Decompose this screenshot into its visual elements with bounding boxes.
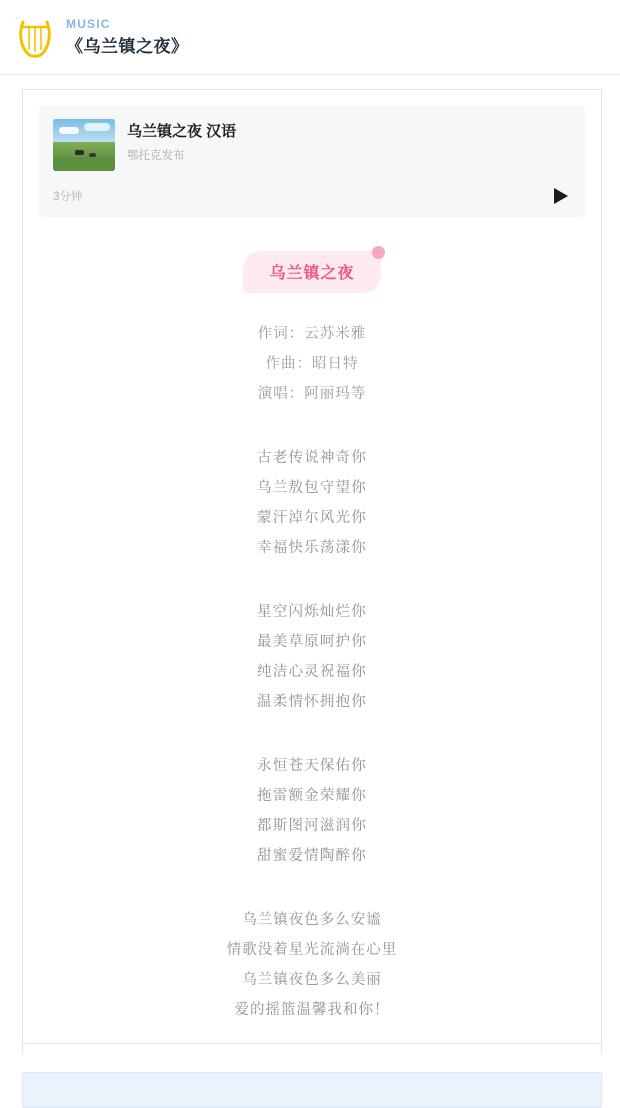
song-credits [39,319,585,409]
lyric-line: 永恒苍天保佑你 [257,758,367,774]
audio-card-top [53,119,571,171]
page-title: 《乌兰镇之夜》 [66,37,189,56]
audio-player-card[interactable] [39,105,585,217]
lyrics-verse [39,597,585,717]
lyric-line: 爱的摇篮温馨我和你！ [234,1002,390,1018]
lyric-line: 蒙汗淖尔风光你 [257,510,367,526]
lyric-line: 乌兰敖包守望你 [257,480,367,496]
audio-duration: 3分钟 [53,191,83,203]
lyric-line: 最美草原呵护你 [257,634,367,650]
lyric-line: 都斯图河滋润你 [257,818,367,834]
header-divider [0,74,620,75]
credit-composer: 作曲：昭日特 [265,356,359,372]
audio-cover-image [53,119,115,171]
audio-card-bottom [53,185,571,207]
section-kicker: MUSIC [66,17,111,31]
lyric-line: 乌兰镇夜色多么安谧 [242,912,382,928]
lyric-line: 纯洁心灵祝福你 [257,664,367,680]
lyre-icon [16,16,56,60]
lyric-line: 古老传说神奇你 [257,450,367,466]
audio-title: 乌兰镇之夜 汉语 [127,123,237,140]
lyrics-verse [39,751,585,871]
play-icon[interactable] [549,185,571,207]
audio-meta [127,119,236,165]
lyric-line: 情歌没着星光流淌在心里 [226,942,398,958]
content-frame [22,89,602,1054]
lyric-line: 甜蜜爱情陶醉你 [257,848,367,864]
audio-publisher: 鄂托克发布 [127,150,185,162]
lyric-line: 拖雷额金荣耀你 [257,788,367,804]
badge-dot-icon [372,246,385,259]
credit-lyricist: 作词：云苏米雅 [257,326,367,342]
lyric-line: 幸福快乐荡漾你 [257,540,367,556]
lyrics-verse [39,905,585,1025]
content-frame-bottom-divider [22,1043,602,1044]
page-header [0,0,620,70]
lyric-line: 乌兰镇夜色多么美丽 [242,972,382,988]
lyric-line: 星空闪烁灿烂你 [257,604,367,620]
footer-band [22,1072,602,1108]
song-title-text: 乌兰镇之夜 [269,265,355,282]
credit-singer: 演唱：阿丽玛等 [257,386,367,402]
song-title-wrap [39,251,585,293]
lyrics-verse [39,443,585,563]
lyrics-block [39,443,585,1025]
lyric-line: 温柔情怀拥抱你 [257,694,367,710]
header-text-block [66,14,189,60]
song-title-badge [243,251,380,293]
content-inner [23,89,601,1025]
